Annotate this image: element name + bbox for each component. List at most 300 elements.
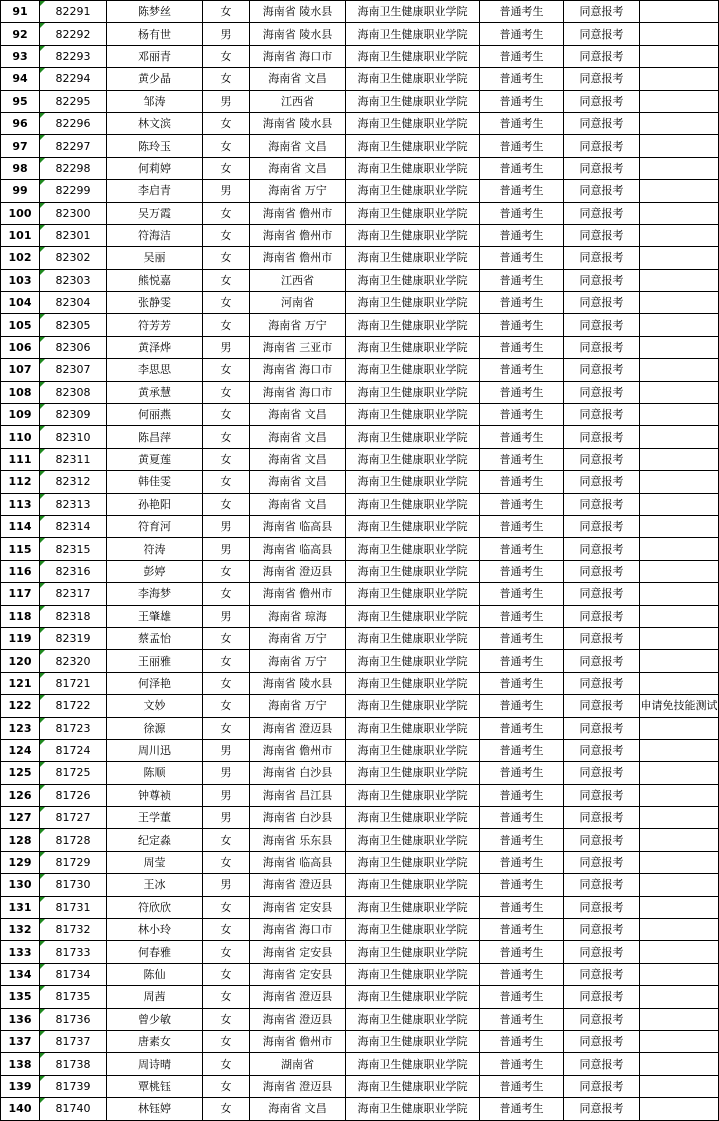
candidate-type-cell: 普通考生 — [480, 1098, 564, 1120]
remark-cell — [640, 381, 719, 403]
candidate-type-cell: 普通考生 — [480, 919, 564, 941]
exam-id-cell: 81740 — [40, 1098, 107, 1120]
candidate-type-cell: 普通考生 — [480, 23, 564, 45]
remark-cell — [640, 986, 719, 1008]
school-cell: 海南卫生健康职业学院 — [346, 493, 480, 515]
status-cell: 同意报考 — [564, 202, 640, 224]
exam-id-cell: 81730 — [40, 874, 107, 896]
gender-cell: 女 — [203, 1030, 250, 1052]
table-row — [1, 986, 719, 1008]
school-cell: 海南卫生健康职业学院 — [346, 23, 480, 45]
school-cell: 海南卫生健康职业学院 — [346, 1, 480, 23]
candidate-type-cell: 普通考生 — [480, 1008, 564, 1030]
student-name-cell: 唐素女 — [107, 1030, 203, 1052]
exam-id-cell: 82310 — [40, 426, 107, 448]
status-cell: 同意报考 — [564, 695, 640, 717]
hometown-cell: 海南省 文昌 — [250, 1098, 346, 1120]
student-name-cell: 吴万霞 — [107, 202, 203, 224]
school-cell: 海南卫生健康职业学院 — [346, 672, 480, 694]
student-name-cell: 邹涛 — [107, 90, 203, 112]
student-name-cell: 杨有世 — [107, 23, 203, 45]
candidate-type-cell: 普通考生 — [480, 359, 564, 381]
hometown-cell: 海南省 儋州市 — [250, 1030, 346, 1052]
hometown-cell: 海南省 文昌 — [250, 135, 346, 157]
gender-cell: 女 — [203, 1008, 250, 1030]
hometown-cell: 海南省 文昌 — [250, 404, 346, 426]
exam-id-cell: 81724 — [40, 739, 107, 761]
remark-cell — [640, 1098, 719, 1120]
row-number-cell: 106 — [1, 336, 40, 358]
row-number-cell: 108 — [1, 381, 40, 403]
row-number-cell: 95 — [1, 90, 40, 112]
student-name-cell: 王冰 — [107, 874, 203, 896]
remark-cell — [640, 269, 719, 291]
student-name-cell: 陈顺 — [107, 762, 203, 784]
hometown-cell: 海南省 文昌 — [250, 471, 346, 493]
student-name-cell: 林文滨 — [107, 112, 203, 134]
exam-id-cell: 82302 — [40, 247, 107, 269]
table-row — [1, 762, 719, 784]
hometown-cell: 海南省 澄迈县 — [250, 560, 346, 582]
exam-id-cell: 82311 — [40, 448, 107, 470]
candidate-type-cell: 普通考生 — [480, 851, 564, 873]
status-cell: 同意报考 — [564, 739, 640, 761]
hometown-cell: 海南省 陵水县 — [250, 1, 346, 23]
remark-cell — [640, 68, 719, 90]
table-row — [1, 90, 719, 112]
exam-id-cell: 81728 — [40, 829, 107, 851]
row-number-cell: 96 — [1, 112, 40, 134]
table-row — [1, 919, 719, 941]
school-cell: 海南卫生健康职业学院 — [346, 202, 480, 224]
gender-cell: 女 — [203, 986, 250, 1008]
student-name-cell: 黄泽烨 — [107, 336, 203, 358]
table-row — [1, 515, 719, 537]
row-number-cell: 99 — [1, 180, 40, 202]
student-name-cell: 周莹 — [107, 851, 203, 873]
gender-cell: 女 — [203, 1053, 250, 1075]
school-cell: 海南卫生健康职业学院 — [346, 426, 480, 448]
hometown-cell: 海南省 澄迈县 — [250, 717, 346, 739]
student-name-cell: 周川迅 — [107, 739, 203, 761]
student-name-cell: 李思思 — [107, 359, 203, 381]
exam-id-cell: 82307 — [40, 359, 107, 381]
gender-cell: 女 — [203, 672, 250, 694]
hometown-cell: 海南省 文昌 — [250, 493, 346, 515]
status-cell: 同意报考 — [564, 1053, 640, 1075]
gender-cell: 女 — [203, 112, 250, 134]
student-name-cell: 陈梦丝 — [107, 1, 203, 23]
table-row — [1, 1098, 719, 1120]
exam-id-cell: 82314 — [40, 515, 107, 537]
school-cell: 海南卫生健康职业学院 — [346, 1053, 480, 1075]
hometown-cell: 海南省 文昌 — [250, 68, 346, 90]
student-name-cell: 王丽雅 — [107, 650, 203, 672]
hometown-cell: 海南省 文昌 — [250, 426, 346, 448]
row-number-cell: 97 — [1, 135, 40, 157]
gender-cell: 女 — [203, 448, 250, 470]
candidate-type-cell: 普通考生 — [480, 941, 564, 963]
row-number-cell: 117 — [1, 583, 40, 605]
remark-cell — [640, 807, 719, 829]
row-number-cell: 91 — [1, 1, 40, 23]
student-name-cell: 符海洁 — [107, 224, 203, 246]
candidate-type-cell: 普通考生 — [480, 515, 564, 537]
row-number-cell: 119 — [1, 627, 40, 649]
gender-cell: 女 — [203, 560, 250, 582]
status-cell: 同意报考 — [564, 1030, 640, 1052]
status-cell: 同意报考 — [564, 359, 640, 381]
hometown-cell: 海南省 海口市 — [250, 381, 346, 403]
hometown-cell: 海南省 临高县 — [250, 851, 346, 873]
remark-cell — [640, 202, 719, 224]
candidate-type-cell: 普通考生 — [480, 963, 564, 985]
row-number-cell: 93 — [1, 45, 40, 67]
status-cell: 同意报考 — [564, 784, 640, 806]
hometown-cell: 海南省 万宁 — [250, 180, 346, 202]
exam-id-cell: 81727 — [40, 807, 107, 829]
exam-id-cell: 81736 — [40, 1008, 107, 1030]
status-cell: 同意报考 — [564, 583, 640, 605]
row-number-cell: 133 — [1, 941, 40, 963]
hometown-cell: 海南省 定安县 — [250, 963, 346, 985]
hometown-cell: 海南省 陵水县 — [250, 112, 346, 134]
table-row — [1, 269, 719, 291]
status-cell: 同意报考 — [564, 1098, 640, 1120]
table-row — [1, 292, 719, 314]
candidate-type-cell: 普通考生 — [480, 1053, 564, 1075]
gender-cell: 男 — [203, 515, 250, 537]
remark-cell — [640, 560, 719, 582]
candidate-type-cell: 普通考生 — [480, 672, 564, 694]
table-row — [1, 560, 719, 582]
status-cell: 同意报考 — [564, 269, 640, 291]
school-cell: 海南卫生健康职业学院 — [346, 314, 480, 336]
status-cell: 同意报考 — [564, 851, 640, 873]
row-number-cell: 138 — [1, 1053, 40, 1075]
remark-cell — [640, 112, 719, 134]
exam-id-cell: 82293 — [40, 45, 107, 67]
student-name-cell: 陈昌萍 — [107, 426, 203, 448]
gender-cell: 女 — [203, 493, 250, 515]
remark-cell — [640, 829, 719, 851]
gender-cell: 女 — [203, 135, 250, 157]
table-row — [1, 538, 719, 560]
status-cell: 同意报考 — [564, 717, 640, 739]
school-cell: 海南卫生健康职业学院 — [346, 135, 480, 157]
row-number-cell: 131 — [1, 896, 40, 918]
candidate-type-cell: 普通考生 — [480, 874, 564, 896]
exam-id-cell: 82299 — [40, 180, 107, 202]
school-cell: 海南卫生健康职业学院 — [346, 404, 480, 426]
gender-cell: 女 — [203, 896, 250, 918]
status-cell: 同意报考 — [564, 292, 640, 314]
remark-cell — [640, 851, 719, 873]
remark-cell — [640, 583, 719, 605]
status-cell: 同意报考 — [564, 1075, 640, 1097]
hometown-cell: 海南省 儋州市 — [250, 202, 346, 224]
hometown-cell: 江西省 — [250, 269, 346, 291]
hometown-cell: 海南省 万宁 — [250, 627, 346, 649]
gender-cell: 女 — [203, 157, 250, 179]
remark-cell — [640, 1, 719, 23]
remark-cell — [640, 538, 719, 560]
row-number-cell: 116 — [1, 560, 40, 582]
school-cell: 海南卫生健康职业学院 — [346, 583, 480, 605]
gender-cell: 女 — [203, 314, 250, 336]
candidate-type-cell: 普通考生 — [480, 314, 564, 336]
remark-cell — [640, 157, 719, 179]
status-cell: 同意报考 — [564, 762, 640, 784]
school-cell: 海南卫生健康职业学院 — [346, 627, 480, 649]
table-row — [1, 1008, 719, 1030]
candidate-type-cell: 普通考生 — [480, 807, 564, 829]
row-number-cell: 137 — [1, 1030, 40, 1052]
status-cell: 同意报考 — [564, 448, 640, 470]
table-row — [1, 963, 719, 985]
hometown-cell: 海南省 陵水县 — [250, 672, 346, 694]
table-row — [1, 135, 719, 157]
exam-id-cell: 81722 — [40, 695, 107, 717]
candidate-type-cell: 普通考生 — [480, 202, 564, 224]
candidate-type-cell: 普通考生 — [480, 695, 564, 717]
row-number-cell: 109 — [1, 404, 40, 426]
hometown-cell: 海南省 乐东县 — [250, 829, 346, 851]
school-cell: 海南卫生健康职业学院 — [346, 1075, 480, 1097]
school-cell: 海南卫生健康职业学院 — [346, 292, 480, 314]
school-cell: 海南卫生健康职业学院 — [346, 538, 480, 560]
candidate-type-cell: 普通考生 — [480, 650, 564, 672]
school-cell: 海南卫生健康职业学院 — [346, 1008, 480, 1030]
student-name-cell: 何莉婷 — [107, 157, 203, 179]
table-row — [1, 471, 719, 493]
remark-cell — [640, 672, 719, 694]
candidate-type-cell: 普通考生 — [480, 381, 564, 403]
candidate-type-cell: 普通考生 — [480, 157, 564, 179]
school-cell: 海南卫生健康职业学院 — [346, 784, 480, 806]
student-name-cell: 韩佳雯 — [107, 471, 203, 493]
candidate-type-cell: 普通考生 — [480, 717, 564, 739]
remark-cell — [640, 23, 719, 45]
table-row — [1, 650, 719, 672]
gender-cell: 女 — [203, 1, 250, 23]
remark-cell — [640, 762, 719, 784]
gender-cell: 女 — [203, 381, 250, 403]
status-cell: 同意报考 — [564, 68, 640, 90]
remark-cell — [640, 941, 719, 963]
school-cell: 海南卫生健康职业学院 — [346, 807, 480, 829]
school-cell: 海南卫生健康职业学院 — [346, 739, 480, 761]
status-cell: 同意报考 — [564, 896, 640, 918]
remark-cell — [640, 1075, 719, 1097]
gender-cell: 女 — [203, 292, 250, 314]
gender-cell: 男 — [203, 605, 250, 627]
row-number-cell: 128 — [1, 829, 40, 851]
exam-id-cell: 81733 — [40, 941, 107, 963]
status-cell: 同意报考 — [564, 426, 640, 448]
row-number-cell: 114 — [1, 515, 40, 537]
remark-cell — [640, 426, 719, 448]
school-cell: 海南卫生健康职业学院 — [346, 90, 480, 112]
exam-id-cell: 82298 — [40, 157, 107, 179]
exam-id-cell: 81735 — [40, 986, 107, 1008]
candidate-type-cell: 普通考生 — [480, 538, 564, 560]
student-name-cell: 何泽艳 — [107, 672, 203, 694]
table-row — [1, 180, 719, 202]
table-row — [1, 426, 719, 448]
status-cell: 同意报考 — [564, 112, 640, 134]
student-name-cell: 徐源 — [107, 717, 203, 739]
table-row — [1, 23, 719, 45]
remark-cell: 申请免技能测试 — [640, 695, 719, 717]
school-cell: 海南卫生健康职业学院 — [346, 896, 480, 918]
table-row — [1, 112, 719, 134]
remark-cell — [640, 1030, 719, 1052]
table-row — [1, 404, 719, 426]
row-number-cell: 110 — [1, 426, 40, 448]
candidate-type-cell: 普通考生 — [480, 112, 564, 134]
row-number-cell: 139 — [1, 1075, 40, 1097]
exam-id-cell: 82292 — [40, 23, 107, 45]
remark-cell — [640, 224, 719, 246]
student-name-cell: 林小玲 — [107, 919, 203, 941]
candidate-type-cell: 普通考生 — [480, 896, 564, 918]
candidate-type-cell: 普通考生 — [480, 739, 564, 761]
candidate-type-cell: 普通考生 — [480, 426, 564, 448]
gender-cell: 女 — [203, 68, 250, 90]
row-number-cell: 107 — [1, 359, 40, 381]
status-cell: 同意报考 — [564, 1, 640, 23]
table-row — [1, 583, 719, 605]
row-number-cell: 100 — [1, 202, 40, 224]
hometown-cell: 海南省 文昌 — [250, 448, 346, 470]
gender-cell: 男 — [203, 23, 250, 45]
hometown-cell: 海南省 定安县 — [250, 941, 346, 963]
row-number-cell: 122 — [1, 695, 40, 717]
school-cell: 海南卫生健康职业学院 — [346, 269, 480, 291]
exam-id-cell: 81725 — [40, 762, 107, 784]
student-name-cell: 周茜 — [107, 986, 203, 1008]
table-row — [1, 1, 719, 23]
row-number-cell: 105 — [1, 314, 40, 336]
row-number-cell: 113 — [1, 493, 40, 515]
hometown-cell: 海南省 澄迈县 — [250, 1075, 346, 1097]
table-row — [1, 627, 719, 649]
student-name-cell: 何春雅 — [107, 941, 203, 963]
gender-cell: 男 — [203, 739, 250, 761]
hometown-cell: 海南省 琼海 — [250, 605, 346, 627]
candidate-type-cell: 普通考生 — [480, 1030, 564, 1052]
exam-id-cell: 82291 — [40, 1, 107, 23]
school-cell: 海南卫生健康职业学院 — [346, 717, 480, 739]
row-number-cell: 134 — [1, 963, 40, 985]
table-row — [1, 807, 719, 829]
remark-cell — [640, 605, 719, 627]
school-cell: 海南卫生健康职业学院 — [346, 180, 480, 202]
remark-cell — [640, 493, 719, 515]
row-number-cell: 121 — [1, 672, 40, 694]
table-row — [1, 717, 719, 739]
exam-id-cell: 82309 — [40, 404, 107, 426]
status-cell: 同意报考 — [564, 963, 640, 985]
status-cell: 同意报考 — [564, 404, 640, 426]
gender-cell: 男 — [203, 874, 250, 896]
student-name-cell: 王肇雄 — [107, 605, 203, 627]
hometown-cell: 海南省 陵水县 — [250, 23, 346, 45]
candidate-type-cell: 普通考生 — [480, 471, 564, 493]
exam-id-cell: 82294 — [40, 68, 107, 90]
remark-cell — [640, 90, 719, 112]
remark-cell — [640, 471, 719, 493]
hometown-cell: 海南省 澄迈县 — [250, 874, 346, 896]
table-row — [1, 359, 719, 381]
remark-cell — [640, 717, 719, 739]
status-cell: 同意报考 — [564, 157, 640, 179]
student-name-cell: 覃桃钰 — [107, 1075, 203, 1097]
hometown-cell: 江西省 — [250, 90, 346, 112]
table-row — [1, 896, 719, 918]
student-name-cell: 张静雯 — [107, 292, 203, 314]
status-cell: 同意报考 — [564, 224, 640, 246]
gender-cell: 男 — [203, 784, 250, 806]
school-cell: 海南卫生健康职业学院 — [346, 919, 480, 941]
row-number-cell: 120 — [1, 650, 40, 672]
student-name-cell: 彭婷 — [107, 560, 203, 582]
status-cell: 同意报考 — [564, 23, 640, 45]
exam-id-cell: 81734 — [40, 963, 107, 985]
exam-id-cell: 82305 — [40, 314, 107, 336]
table-row — [1, 381, 719, 403]
candidate-type-cell: 普通考生 — [480, 560, 564, 582]
remark-cell — [640, 1008, 719, 1030]
exam-id-cell: 82313 — [40, 493, 107, 515]
exam-id-cell: 81731 — [40, 896, 107, 918]
row-number-cell: 132 — [1, 919, 40, 941]
candidate-type-cell: 普通考生 — [480, 90, 564, 112]
row-number-cell: 101 — [1, 224, 40, 246]
exam-id-cell: 82295 — [40, 90, 107, 112]
remark-cell — [640, 336, 719, 358]
remark-cell — [640, 1053, 719, 1075]
gender-cell: 女 — [203, 829, 250, 851]
row-number-cell: 98 — [1, 157, 40, 179]
status-cell: 同意报考 — [564, 807, 640, 829]
row-number-cell: 129 — [1, 851, 40, 873]
student-name-cell: 蔡孟怡 — [107, 627, 203, 649]
remark-cell — [640, 963, 719, 985]
table-row — [1, 874, 719, 896]
row-number-cell: 127 — [1, 807, 40, 829]
status-cell: 同意报考 — [564, 986, 640, 1008]
candidate-type-cell: 普通考生 — [480, 762, 564, 784]
school-cell: 海南卫生健康职业学院 — [346, 1098, 480, 1120]
gender-cell: 男 — [203, 90, 250, 112]
remark-cell — [640, 784, 719, 806]
hometown-cell: 海南省 儋州市 — [250, 224, 346, 246]
status-cell: 同意报考 — [564, 941, 640, 963]
row-number-cell: 103 — [1, 269, 40, 291]
exam-id-cell: 81737 — [40, 1030, 107, 1052]
row-number-cell: 140 — [1, 1098, 40, 1120]
hometown-cell: 海南省 儋州市 — [250, 583, 346, 605]
candidate-type-cell: 普通考生 — [480, 224, 564, 246]
gender-cell: 女 — [203, 404, 250, 426]
school-cell: 海南卫生健康职业学院 — [346, 986, 480, 1008]
table-row — [1, 448, 719, 470]
hometown-cell: 海南省 临高县 — [250, 515, 346, 537]
exam-id-cell: 82318 — [40, 605, 107, 627]
hometown-cell: 海南省 澄迈县 — [250, 1008, 346, 1030]
